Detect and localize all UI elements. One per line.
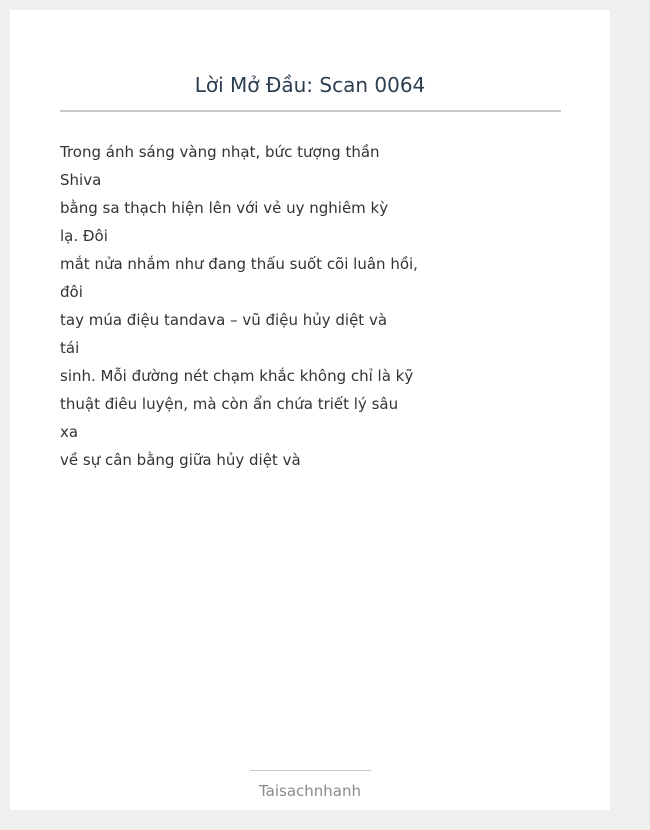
text-line: xa bbox=[60, 423, 79, 441]
text-line: bằng sa thạch hiện lên với vẻ uy nghiêm kỳ bbox=[60, 199, 389, 217]
footer-divider bbox=[250, 770, 371, 771]
text-line: sinh. Mỗi đường nét chạm khắc không chỉ là kỹ bbox=[60, 367, 414, 385]
page-title: Lời Mở Đầu: Scan 0064 bbox=[194, 73, 426, 97]
text-line: tay múa điệu tandava – vũ điệu hủy diệt và bbox=[60, 311, 388, 329]
title-divider bbox=[60, 110, 561, 112]
body-paragraph bbox=[60, 138, 420, 474]
text-line: Shiva bbox=[60, 171, 102, 189]
footer-source: Taisachnhanh bbox=[258, 782, 362, 800]
document-page bbox=[10, 10, 610, 810]
text-line: đôi bbox=[60, 283, 83, 301]
text-line: thuật điêu luyện, mà còn ẩn chứa triết lý sâu bbox=[60, 395, 399, 413]
text-line: mắt nửa nhắm như đang thấu suốt cõi luân hồi, bbox=[60, 255, 418, 273]
text-line: về sự cân bằng giữa hủy diệt và bbox=[60, 451, 301, 469]
text-line: tái bbox=[60, 339, 80, 357]
text-line: Trong ánh sáng vàng nhạt, bức tượng thần bbox=[60, 143, 380, 161]
text-line: lạ. Đôi bbox=[60, 227, 108, 245]
